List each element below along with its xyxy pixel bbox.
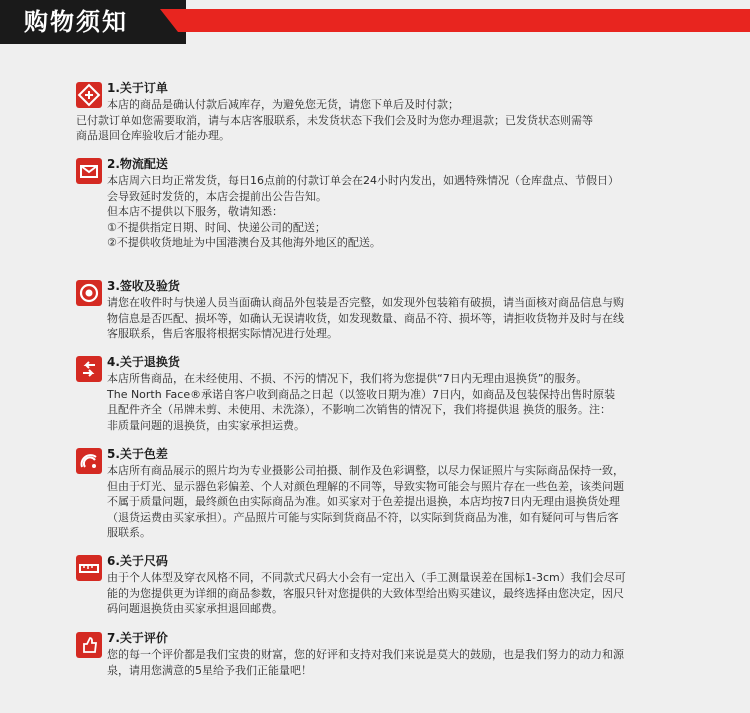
text-line: 能的为您提供更为详细的商品参数，客服只针对您提供的大致体型给出购买建议，最终选择由您决定，因尺 <box>107 586 624 600</box>
text-line: 物信息是否匹配、损坏等，如确认无误请收货，如发现数量、商品不符、损坏等，请拒收货物并及时与在线 <box>107 311 624 325</box>
section-body <box>107 371 687 433</box>
section-body <box>107 570 687 617</box>
text-line: 但由于灯光、显示器色彩偏差、个人对颜色理解的不同等，导致实物可能会与照片存在一些色差，该类问题 <box>107 479 624 493</box>
delivery-icon <box>76 158 102 184</box>
section-body <box>107 173 687 251</box>
section-title: 2.物流配送 <box>107 157 168 171</box>
order-icon <box>76 82 102 108</box>
header-red-stripe <box>160 9 750 32</box>
review-icon <box>76 632 102 658</box>
text-line: （退货运费由买家承担）。产品照片可能与实际到货商品不符，以实际到货商品为准，如有疑问可与售后客 <box>107 510 619 524</box>
text-line: 您的每一个评价都是我们宝贵的财富，您的好评和支持对我们来说是莫大的鼓励，也是我们努力的动力和源 <box>107 648 624 661</box>
page-title: 购物须知 <box>24 8 128 36</box>
section-body <box>107 647 687 678</box>
text-line: The North Face®承诺自客户收到商品之日起（以签收日期为准）7日内，如商品及包装保持出售时原装 <box>107 387 616 401</box>
section-body <box>107 295 687 342</box>
section-title: 6.关于尺码 <box>107 554 168 568</box>
text-line: 泉，请用您满意的5星给予我们正能量吧！ <box>107 663 312 677</box>
section-title: 3.签收及验货 <box>107 279 180 293</box>
return-icon <box>76 356 102 382</box>
text-line: 非质量问题的退换货，由实家承担运费。 <box>107 418 305 432</box>
color-icon <box>76 448 102 474</box>
text-line: 本店所有商品展示的照片均为专业摄影公司拍摄、制作及色彩调整，以尽力保证照片与实际商品保持一致， <box>107 464 624 477</box>
text-line: 客服联系，售后客服将根据实际情况进行处理。 <box>107 327 338 340</box>
section-title: 5.关于色差 <box>107 447 168 461</box>
section-title: 4.关于退换货 <box>107 355 180 369</box>
header-notch <box>160 9 178 32</box>
section-body <box>107 463 687 541</box>
text-line: 本店的商品是确认付款后减库存，为避免您无货，请您下单后及时付款； <box>107 98 459 111</box>
text-line: 商品退回仓库验收后才能办理。 <box>76 129 230 142</box>
text-line: 服联系。 <box>107 526 151 539</box>
text-line: 且配件齐全（吊牌未剪、未使用、未洗涤），不影响二次销售的情况下，我们将提供退 换货的服务。注： <box>107 403 611 416</box>
text-line: 已付款订单如您需要取消，请与本店客服联系，未发货状态下我们会及时为您办理退款；已发货状态则需等 <box>76 113 593 127</box>
size-icon <box>76 555 102 581</box>
receipt-icon <box>76 280 102 306</box>
text-line: 不属于质量问题，最终颜色由实际商品为准。如买家对于色差提出退换，本店均按7日内无理由退换货处理 <box>107 495 620 508</box>
text-line: 本店所售商品，在未经使用、不损、不污的情况下，我们将为您提供“7日内无理由退换货”的服务。 <box>107 372 588 385</box>
text-line: 本店周六日均正常发货，每日16点前的付款订单会在24小时内发出，如遇特殊情况（仓库盘点、节假日） <box>107 174 619 187</box>
section-body <box>76 97 687 144</box>
text-line: 由于个人体型及穿衣风格不同，不同款式尺码大小会有一定出入（手工测量误差在国标1-3cm）我们会尽可 <box>107 571 626 584</box>
text-line: ②不提供收货地址为中国港澳台及其他海外地区的配送。 <box>107 236 381 249</box>
text-line: 但本店不提供以下服务，敬请知悉： <box>107 205 283 218</box>
text-line: 会导致延时发货的，本店会提前出公告告知。 <box>107 189 327 203</box>
header-bar <box>0 0 750 44</box>
section-title: 1.关于订单 <box>107 81 168 95</box>
section-title: 7.关于评价 <box>107 631 168 645</box>
text-line: 请您在收件时与快递人员当面确认商品外包装是否完整，如发现外包装箱有破损，请当面核对商品信息与购 <box>107 296 624 309</box>
text-line: 码问题退换货由买家承担退回邮费。 <box>107 602 283 615</box>
text-line: ①不提供指定日期、时间、快递公司的配送； <box>107 220 326 234</box>
